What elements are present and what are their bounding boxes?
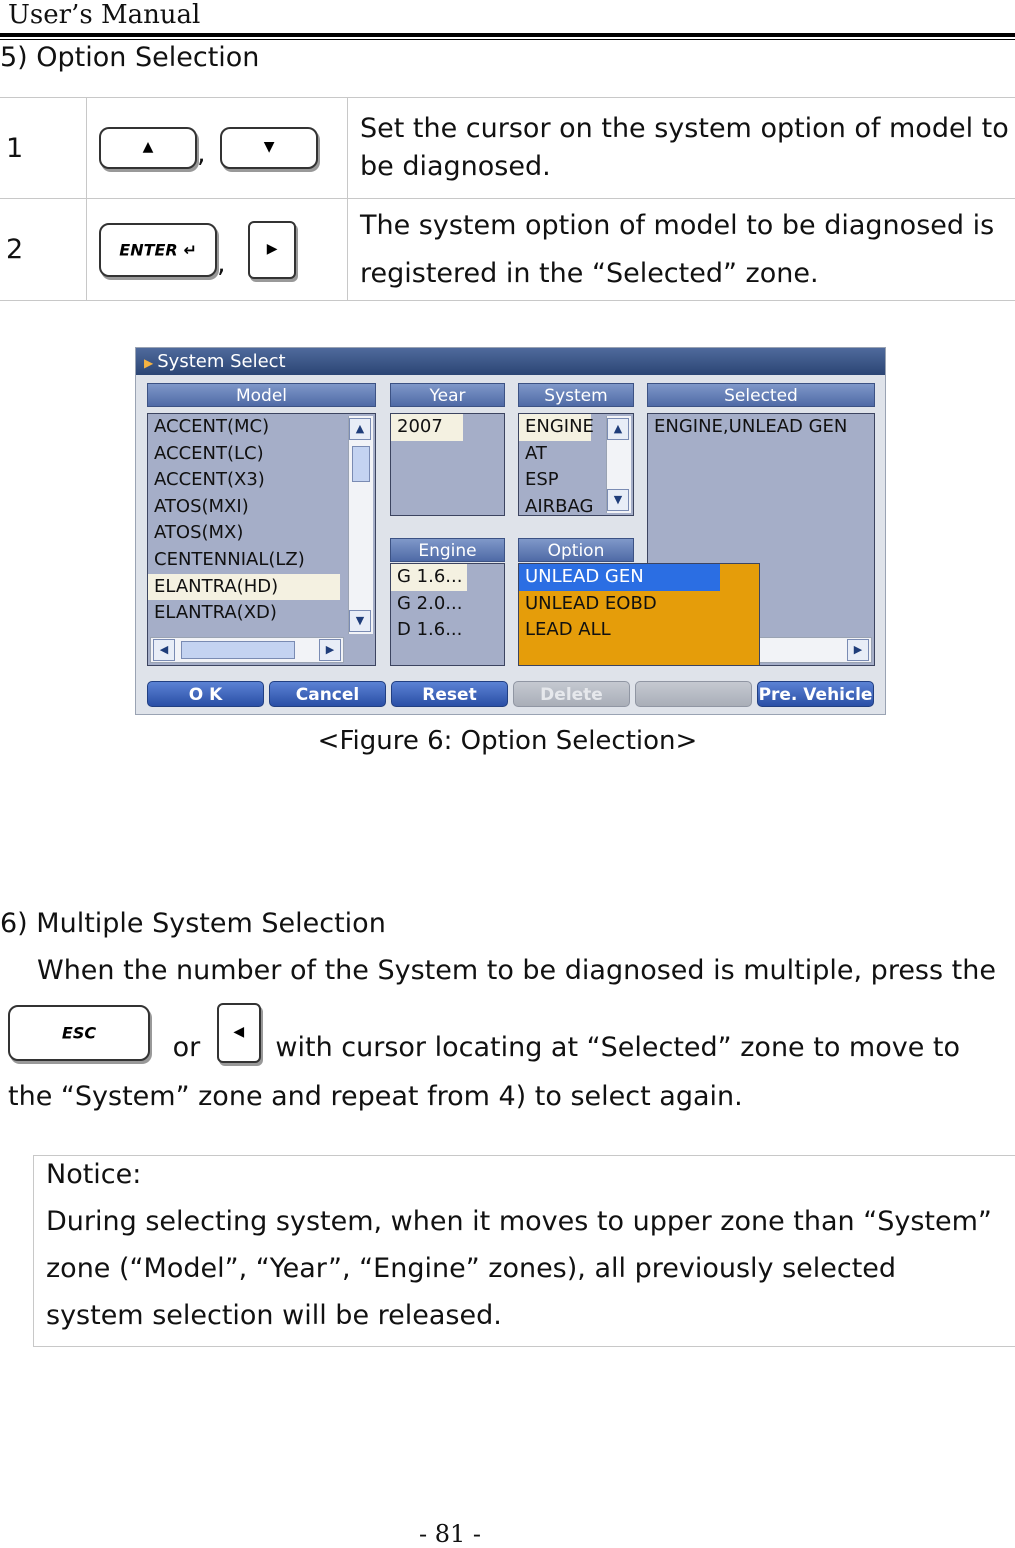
option-item-selected[interactable]: UNLEAD GEN bbox=[519, 564, 720, 591]
year-zone-header: Year bbox=[390, 383, 505, 407]
option-item[interactable]: UNLEAD EOBD bbox=[519, 591, 759, 618]
section-6-line-3: the “System” zone and repeat from 4) to select again. bbox=[8, 1081, 743, 1112]
page-number: - 81 - bbox=[0, 1520, 900, 1548]
model-zone-header: Model bbox=[147, 383, 376, 407]
or-text: or bbox=[173, 1032, 201, 1063]
blank-button[interactable] bbox=[635, 681, 752, 707]
ok-button[interactable]: O K bbox=[147, 681, 264, 707]
model-item-highlighted[interactable]: ELANTRA(HD) bbox=[148, 574, 340, 601]
system-select-titlebar bbox=[136, 348, 885, 375]
scroll-thumb[interactable] bbox=[352, 446, 370, 482]
titlebar-arrow-icon: ▶ bbox=[144, 356, 153, 370]
step-text-line-2: registered in the “Selected” zone. bbox=[360, 255, 1015, 293]
step-number: 1 bbox=[0, 98, 87, 199]
engine-item[interactable]: G 2.0... bbox=[391, 591, 504, 618]
scroll-up-icon[interactable]: ▲ bbox=[607, 418, 629, 440]
engine-zone-header: Engine bbox=[390, 538, 505, 562]
model-item[interactable]: CENTENNIAL(LZ) bbox=[148, 547, 375, 574]
header-rule-thick bbox=[0, 33, 1015, 37]
scroll-down-icon[interactable]: ▼ bbox=[349, 610, 371, 632]
model-horizontal-scrollbar[interactable] bbox=[150, 637, 344, 663]
step-description bbox=[348, 98, 1015, 199]
scroll-left-icon[interactable]: ◀ bbox=[153, 639, 175, 661]
engine-item[interactable]: G 1.6... bbox=[391, 564, 467, 591]
section-5-title: 5) Option Selection bbox=[0, 42, 259, 73]
esc-key-label: ESC bbox=[10, 1024, 148, 1043]
reset-button[interactable]: Reset bbox=[391, 681, 508, 707]
notice-line-3: system selection will be released. bbox=[46, 1300, 502, 1331]
up-key-icon: ▲ bbox=[99, 127, 197, 169]
cancel-button[interactable]: Cancel bbox=[269, 681, 386, 707]
right-key-icon: ▶ bbox=[248, 221, 296, 279]
system-item[interactable]: ENGINE bbox=[519, 414, 591, 441]
notice-line-2: zone (“Model”, “Year”, “Engine” zones), all previously selected bbox=[46, 1253, 896, 1284]
model-vertical-scrollbar[interactable] bbox=[348, 416, 373, 634]
system-zone[interactable] bbox=[518, 413, 634, 516]
header-rule-thin bbox=[0, 39, 1015, 40]
section-6-line-1: When the number of the System to be diagnosed is multiple, press the bbox=[37, 955, 996, 986]
step-text-line-1: Set the cursor on the system option of model to bbox=[360, 110, 1015, 148]
system-item[interactable]: AIRBAG bbox=[519, 494, 633, 516]
step-text-line-2: be diagnosed. bbox=[360, 148, 1015, 186]
model-item[interactable]: ACCENT(LC) bbox=[148, 441, 375, 468]
notice-line-1: During selecting system, when it moves to upper zone than “System” bbox=[46, 1206, 992, 1237]
step-description bbox=[348, 199, 1015, 301]
step-text-line-1: The system option of model to be diagnosed is bbox=[360, 207, 1015, 245]
option-zone[interactable] bbox=[518, 563, 760, 666]
scroll-down-icon[interactable]: ▼ bbox=[607, 489, 629, 511]
enter-key-icon bbox=[99, 223, 217, 277]
step-keys bbox=[87, 98, 348, 199]
model-item[interactable]: ACCENT(MC) bbox=[148, 414, 375, 441]
selected-zone-header: Selected bbox=[647, 383, 875, 407]
scroll-up-icon[interactable]: ▲ bbox=[349, 418, 371, 440]
pre-vehicle-button[interactable]: Pre. Vehicle bbox=[757, 681, 874, 707]
engine-zone[interactable] bbox=[390, 563, 505, 666]
scroll-right-icon[interactable]: ▶ bbox=[847, 639, 869, 661]
scroll-right-icon[interactable]: ▶ bbox=[319, 639, 341, 661]
step-row-2 bbox=[0, 199, 1015, 301]
model-item[interactable]: ELANTRA(XD) bbox=[148, 600, 375, 627]
step-keys bbox=[87, 199, 348, 301]
step-number: 2 bbox=[0, 199, 87, 301]
section-6-title: 6) Multiple System Selection bbox=[0, 908, 386, 939]
system-select-screenshot bbox=[135, 347, 886, 715]
manual-header-title: User’s Manual bbox=[8, 0, 200, 30]
notice-heading: Notice: bbox=[46, 1159, 141, 1190]
system-item[interactable]: ESP bbox=[519, 467, 633, 494]
delete-button[interactable]: Delete bbox=[513, 681, 630, 707]
section-6-line-2 bbox=[8, 1003, 960, 1063]
year-zone[interactable] bbox=[390, 413, 505, 516]
down-key-icon: ▼ bbox=[220, 127, 318, 169]
option-steps-table bbox=[0, 97, 1015, 301]
model-zone[interactable] bbox=[147, 413, 376, 666]
option-item[interactable]: LEAD ALL bbox=[519, 617, 759, 644]
step-row-1 bbox=[0, 98, 1015, 199]
system-select-title: System Select bbox=[157, 351, 285, 372]
key-separator: , bbox=[217, 248, 226, 279]
system-item[interactable]: AT bbox=[519, 441, 633, 468]
left-key-icon: ◀ bbox=[217, 1003, 261, 1063]
scroll-thumb[interactable] bbox=[181, 641, 295, 659]
model-item[interactable]: ATOS(MX) bbox=[148, 520, 375, 547]
enter-key-label: ENTER ↵ bbox=[101, 240, 215, 259]
model-item[interactable]: ACCENT(X3) bbox=[148, 467, 375, 494]
system-vertical-scrollbar[interactable] bbox=[606, 416, 631, 513]
engine-item[interactable]: D 1.6... bbox=[391, 617, 504, 644]
option-zone-header: Option bbox=[518, 538, 634, 562]
figure-caption: <Figure 6: Option Selection> bbox=[0, 726, 1015, 756]
notice-box bbox=[33, 1155, 1015, 1347]
model-item[interactable]: ATOS(MXI) bbox=[148, 494, 375, 521]
key-separator: , bbox=[197, 138, 206, 169]
year-item[interactable]: 2007 bbox=[391, 414, 463, 441]
esc-key-icon bbox=[8, 1005, 150, 1061]
selected-item[interactable]: ENGINE,UNLEAD GEN bbox=[648, 414, 874, 441]
system-zone-header: System bbox=[518, 383, 634, 407]
section-6-line-2-text: with cursor locating at “Selected” zone to move to bbox=[275, 1032, 960, 1063]
